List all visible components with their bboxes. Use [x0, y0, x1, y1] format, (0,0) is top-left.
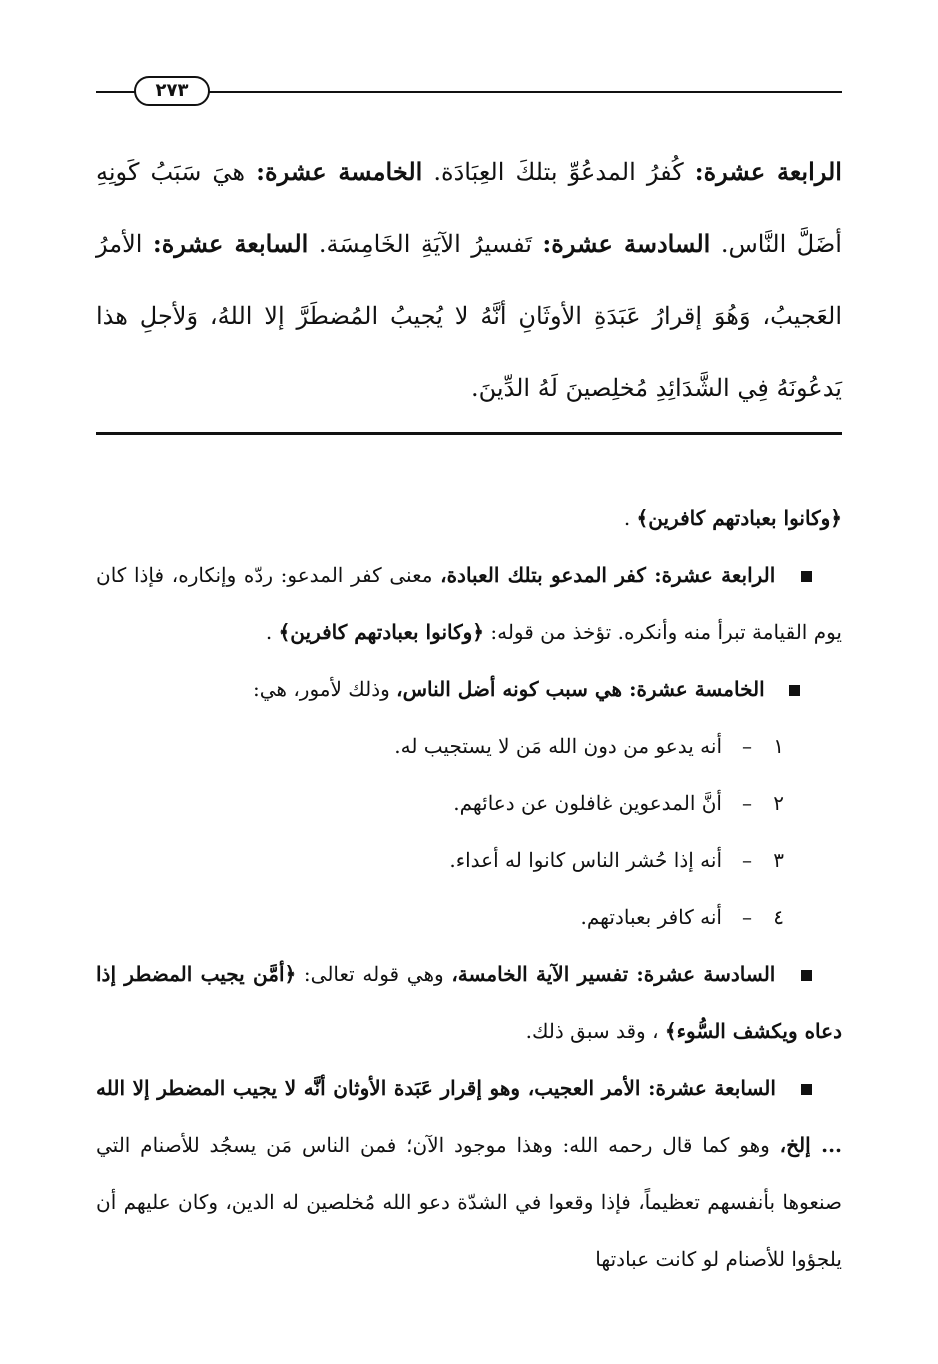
reasons-list: [96, 718, 842, 946]
list-text: أنه يدعو من دون الله مَن لا يستجيب له.: [394, 734, 722, 758]
list-item: [96, 718, 784, 775]
page-number-badge: ٢٧٣: [134, 76, 210, 106]
list-dash: –: [742, 791, 752, 815]
punctuation: ، وقد سبق ذلك.: [525, 1019, 659, 1043]
paragraph-14-heading: الرابعة عشرة: كفر المدعو بتلك العبادة،: [440, 563, 776, 587]
matn-paragraph: [96, 136, 842, 424]
paragraph-16-text: وهي قوله تعالى:: [303, 962, 444, 986]
paragraph-15: [96, 661, 842, 718]
paragraph-17-heading: السابعة عشرة: الأمر العجيب، وهو إقرار عَبَدة الأوثان أنَّه لا يجيب المضطر إلا الله ... إلخ،: [96, 1076, 843, 1157]
square-bullet-icon: [801, 1084, 812, 1095]
quran-quote: ﴿وكانوا بعبادتهم كافرين﴾: [278, 620, 485, 644]
quran-quote: ﴿أمَّن يجيب المضطر إذا دعاه ويكشف السُّوء﴾: [96, 962, 842, 1043]
matn-label-14: الرابعة عشرة:: [694, 157, 842, 186]
list-number: ٢: [773, 791, 784, 815]
paragraph-14: [96, 547, 842, 661]
list-dash: –: [742, 905, 752, 929]
paragraph-17: [96, 1060, 842, 1288]
list-text: أنه إذا حُشر الناس كانوا له أعداء.: [449, 848, 722, 872]
list-item: [96, 889, 784, 946]
paragraph-16: [96, 946, 842, 1060]
punctuation: .: [623, 506, 631, 530]
list-item: [96, 832, 784, 889]
paragraph-16-heading: السادسة عشرة: تفسير الآية الخامسة،: [451, 962, 776, 986]
list-number: ١: [773, 734, 784, 758]
commentary-block: [96, 490, 842, 1288]
matn-label-16: السادسة عشرة:: [542, 229, 711, 258]
matn-text-14: كُفرُ المدعُوِّ بتلكَ العِبَادَة.: [433, 158, 684, 186]
matn-quote-block: [96, 136, 842, 424]
square-bullet-icon: [801, 571, 812, 582]
list-number: ٣: [773, 848, 784, 872]
matn-text-16: تَفسيرُ الآيَةِ الخَامِسَة.: [318, 230, 532, 258]
square-bullet-icon: [801, 970, 812, 981]
square-bullet-icon: [789, 685, 800, 696]
opening-line: [96, 490, 842, 547]
matn-text-17: الأمرُ العَجيبُ، وَهُوَ إقرارُ عَبَدَةِ الأوثَانِ أنَّهُ لا يُجيبُ المُضطَرَّ إلا اللهُ، وَلأجلِ هذا يَدعُونَهُ فِي الشَّدَائِدِ مُخلِصينَ لَهُ الدِّينَ.: [96, 230, 842, 402]
section-separator: [96, 432, 842, 435]
matn-text-15: هيَ سَبَبُ كَونِهِ أضَلَّ النَّاس.: [96, 158, 842, 258]
punctuation: .: [265, 620, 273, 644]
list-dash: –: [742, 734, 752, 758]
list-text: أنه كافر بعبادتهم.: [580, 905, 722, 929]
list-text: أنَّ المدعوين غافلون عن دعائهم.: [453, 791, 722, 815]
paragraph-17-text: وهو كما قال رحمه الله: وهذا موجود الآن؛ فمن الناس مَن يسجُد للأصنام التي صنعوها بأنفسهم تعظيماً، فإذا وقعوا في الشدّة دعو الله مُخلصين له الدين، وكان عليهم أن يلجؤوا للأصنام لو كانت عبادتها: [96, 1133, 842, 1271]
paragraph-14-text: معنى كفر المدعو: ردّه وإنكاره، فإذا كان يوم القيامة تبرأ منه وأنكره. تؤخذ من قوله:: [96, 563, 842, 644]
list-dash: –: [742, 848, 752, 872]
paragraph-15-text: وذلك لأمور، هي:: [253, 677, 390, 701]
page-header: [96, 74, 842, 108]
list-item: [96, 775, 784, 832]
matn-label-17: السابعة عشرة:: [152, 229, 309, 258]
paragraph-15-heading: الخامسة عشرة: هي سبب كونه أضل الناس،: [396, 677, 765, 701]
quran-quote: ﴿وكانوا بعبادتهم كافرين﴾: [636, 506, 842, 530]
matn-label-15: الخامسة عشرة:: [256, 157, 423, 186]
list-number: ٤: [773, 905, 784, 929]
